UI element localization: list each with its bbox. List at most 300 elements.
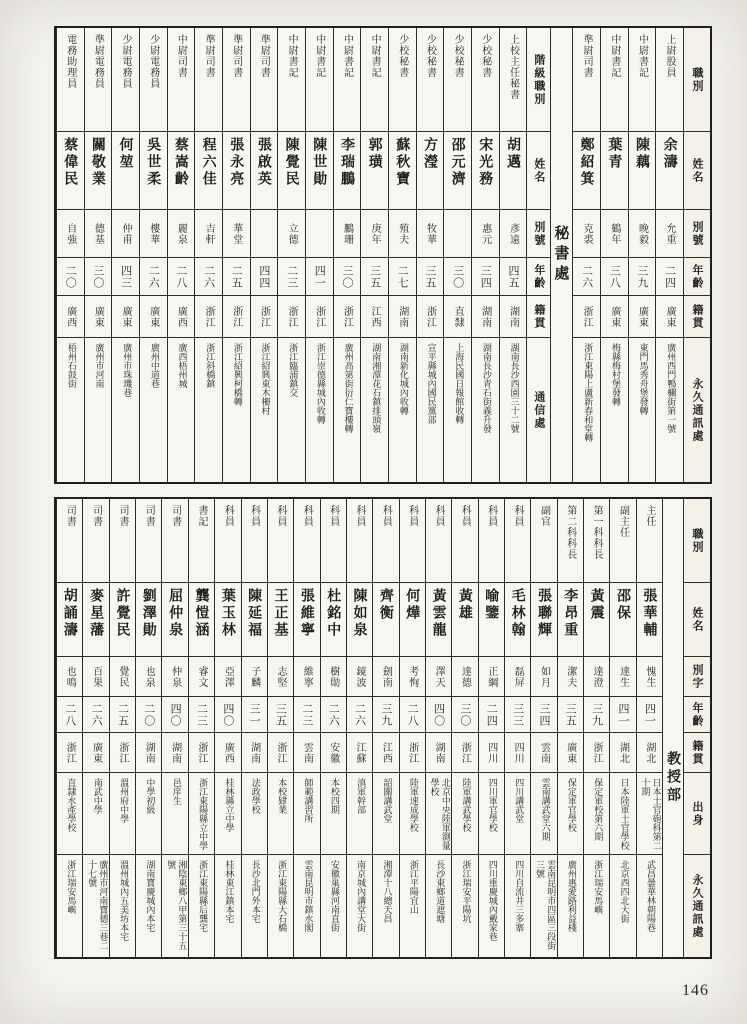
rank-cell	[215, 499, 240, 583]
age-cell	[57, 697, 82, 733]
name-cell	[251, 132, 278, 210]
name-cell	[85, 132, 112, 210]
background-cell	[505, 773, 530, 855]
person-column	[188, 499, 214, 957]
origin-text: 浙江	[64, 741, 76, 764]
alias-text: 惠元	[479, 222, 491, 245]
name-cell	[531, 583, 556, 657]
name-text: 何堃	[117, 137, 134, 171]
rank-text: 科員	[512, 505, 524, 527]
alias-text: 樹勛	[327, 665, 339, 688]
name-cell	[57, 583, 82, 657]
name-text: 屈仲泉	[167, 588, 184, 639]
rank-text: 少尉電務員	[147, 34, 159, 89]
rank-cell	[347, 499, 372, 583]
background-cell	[373, 773, 398, 855]
age-cell	[400, 697, 425, 733]
name-cell	[426, 583, 451, 657]
address-text: 安徽巢縣河南直街	[328, 860, 339, 932]
address-text: 湖南寶慶城內本宅	[144, 860, 155, 932]
address-cell	[195, 338, 222, 482]
rank-cell	[57, 499, 82, 583]
origin-cell	[110, 733, 135, 773]
rank-cell	[479, 499, 504, 583]
address-text: 浙江瑞安平陽坑	[460, 860, 471, 923]
address-cell	[321, 855, 346, 957]
section-header-age-label: 年齡	[532, 263, 546, 290]
address-text: 溫州城內五美坊本宅	[118, 860, 129, 941]
background-text: 南武中學	[91, 778, 102, 814]
address-cell	[610, 855, 635, 957]
alias-cell	[629, 210, 656, 258]
rank-text: 少校秘書	[452, 34, 464, 78]
alias-text: 鵬珊	[341, 222, 353, 245]
age-cell	[361, 258, 388, 296]
rank-cell	[389, 28, 416, 132]
section-title-text: 教授部	[665, 751, 681, 805]
address-cell	[389, 338, 416, 482]
name-cell	[57, 132, 84, 210]
origin-cell	[189, 733, 214, 773]
address-text: 湖南長沙青石街義升發	[480, 343, 491, 433]
age-text: 三〇	[91, 264, 105, 289]
alias-text: 達德	[459, 665, 471, 688]
origin-text: 江西	[380, 741, 392, 764]
alias-cell	[656, 210, 683, 258]
section-title-text: 秘書處	[552, 225, 571, 285]
page-content	[54, 26, 712, 959]
alias-cell	[112, 210, 139, 258]
origin-cell	[168, 296, 195, 338]
header-name-label: 姓名	[691, 606, 704, 633]
alias-text: 允重	[664, 222, 676, 245]
age-text: 四一	[643, 702, 657, 727]
alias-text: 自強	[64, 222, 76, 245]
person-column	[471, 28, 499, 482]
background-cell	[162, 773, 187, 855]
address-cell	[168, 338, 195, 482]
address-cell	[334, 338, 361, 482]
rank-cell	[268, 499, 293, 583]
address-cell	[472, 338, 499, 482]
name-text: 黃震	[588, 588, 605, 622]
rank-text: 中尉書記	[286, 34, 298, 78]
alias-text: 吉軒	[203, 222, 215, 245]
name-text: 陳藕	[633, 137, 650, 171]
origin-cell	[83, 733, 108, 773]
alias-cell	[162, 657, 187, 697]
age-cell	[573, 258, 600, 296]
name-cell	[162, 583, 187, 657]
name-cell	[112, 132, 139, 210]
origin-text: 廣東	[636, 305, 648, 328]
rank-text: 中尉書記	[341, 34, 353, 78]
person-column	[320, 499, 346, 957]
rank-cell	[531, 499, 556, 583]
rank-cell	[637, 499, 662, 583]
origin-cell	[629, 296, 656, 338]
header-alias	[684, 210, 710, 258]
address-cell	[268, 855, 293, 957]
address-text: 浙江瑞安馬嶼	[65, 860, 76, 914]
origin-text: 湖北	[617, 741, 629, 764]
address-text: 四川自流井三多寨	[513, 860, 524, 932]
rank-cell	[610, 499, 635, 583]
address-cell	[57, 855, 82, 957]
header-rank-label: 職別	[691, 527, 704, 554]
age-cell	[110, 697, 135, 733]
age-text: 三五	[564, 702, 578, 727]
age-cell	[417, 258, 444, 296]
origin-cell	[57, 296, 84, 338]
origin-text: 湖北	[643, 741, 655, 764]
origin-text: 湖南	[433, 741, 445, 764]
person-column	[443, 28, 471, 482]
alias-cell	[400, 657, 425, 697]
address-text: 廣州中道巷	[148, 343, 159, 388]
origin-text: 江蘇	[354, 741, 366, 764]
name-text: 余濤	[661, 137, 678, 171]
rank-text: 司書	[90, 505, 102, 527]
alias-cell	[136, 657, 161, 697]
origin-cell	[400, 733, 425, 773]
address-text: 湖南湘潭花石鎮排頭嶺	[370, 343, 381, 433]
origin-text: 湖南	[248, 741, 260, 764]
origin-text: 湖南	[169, 741, 181, 764]
rank-cell	[321, 499, 346, 583]
alias-text: 彥遠	[507, 222, 519, 245]
age-cell	[85, 258, 112, 296]
origin-text: 浙江	[258, 305, 270, 328]
background-text: 雲南講武堂六期	[539, 778, 550, 841]
age-text: 三九	[635, 264, 649, 289]
rank-cell	[334, 28, 361, 132]
age-text: 三一	[248, 702, 262, 727]
name-text: 劉澤勛	[140, 588, 157, 639]
age-cell	[168, 258, 195, 296]
name-text: 陳延福	[246, 588, 263, 639]
address-cell	[110, 855, 135, 957]
age-cell	[195, 258, 222, 296]
age-text: 二七	[396, 264, 410, 289]
name-cell	[136, 583, 161, 657]
rank-cell	[629, 28, 656, 132]
origin-cell	[162, 733, 187, 773]
address-cell	[656, 338, 683, 482]
address-text: 宣平縣城內國民黨部	[425, 343, 436, 424]
address-cell	[85, 338, 112, 482]
age-text: 四四	[257, 264, 271, 289]
rank-text: 準尉電務員	[92, 34, 104, 89]
alias-cell	[278, 210, 305, 258]
background-cell	[584, 773, 609, 855]
person-column	[399, 499, 425, 957]
background-cell	[294, 773, 319, 855]
origin-text: 廣東	[147, 305, 159, 328]
age-cell	[294, 697, 319, 733]
alias-cell	[57, 657, 82, 697]
age-cell	[278, 258, 305, 296]
origin-cell	[361, 296, 388, 338]
address-cell	[637, 855, 662, 957]
name-cell	[361, 132, 388, 210]
alias-text: 晚毅	[636, 222, 648, 245]
section-header-age	[527, 258, 550, 296]
rank-cell	[110, 499, 135, 583]
age-cell	[321, 697, 346, 733]
name-cell	[306, 132, 333, 210]
rank-text: 第二科科長	[564, 505, 576, 560]
rank-text: 副官	[538, 505, 550, 527]
background-text: 直隸水產學校	[65, 778, 76, 832]
alias-text: 鏡波	[354, 665, 366, 688]
address-cell	[242, 855, 267, 957]
age-cell	[479, 697, 504, 733]
rank-cell	[223, 28, 250, 132]
rank-cell	[83, 499, 108, 583]
origin-cell	[472, 296, 499, 338]
header-origin-label: 籍貫	[691, 303, 704, 330]
origin-cell	[85, 296, 112, 338]
address-cell	[361, 338, 388, 482]
alias-text: 達生	[617, 665, 629, 688]
person-column	[84, 28, 112, 482]
header-address	[684, 855, 710, 957]
name-text: 麥星藩	[88, 588, 105, 639]
alias-cell	[373, 657, 398, 697]
rank-cell	[656, 28, 683, 132]
age-text: 二六	[580, 264, 594, 289]
name-text: 胡誦濤	[61, 588, 78, 639]
age-cell	[334, 258, 361, 296]
alias-cell	[294, 657, 319, 697]
age-cell	[373, 697, 398, 733]
age-text: 四一	[313, 264, 327, 289]
origin-text: 雲南	[538, 741, 550, 764]
origin-cell	[223, 296, 250, 338]
age-text: 二八	[174, 264, 188, 289]
age-text: 三九	[590, 702, 604, 727]
alias-text: 亞澤	[222, 665, 234, 688]
alias-cell	[334, 210, 361, 258]
address-cell	[373, 855, 398, 957]
rank-cell	[306, 28, 333, 132]
origin-text: 廣東	[608, 305, 620, 328]
address-text: 東門馬秀舟堡發轉	[637, 343, 648, 415]
origin-cell	[140, 296, 167, 338]
rank-text: 科員	[380, 505, 392, 527]
age-cell	[656, 258, 683, 296]
header-origin-label: 籍貫	[691, 739, 704, 766]
address-cell	[444, 338, 471, 482]
rank-cell	[400, 499, 425, 583]
address-cell	[426, 855, 451, 957]
rank-text: 少尉電務員	[120, 34, 132, 89]
background-cell	[479, 773, 504, 855]
address-cell	[558, 855, 583, 957]
rank-cell	[500, 28, 527, 132]
rank-cell	[251, 28, 278, 132]
rank-cell	[452, 499, 477, 583]
person-column	[267, 499, 293, 957]
name-cell	[610, 583, 635, 657]
name-text: 齊衡	[377, 588, 394, 622]
origin-cell	[195, 296, 222, 338]
name-cell	[500, 132, 527, 210]
section-header-alias	[527, 210, 550, 258]
rank-text: 上校主任秘書	[507, 34, 519, 100]
alias-cell	[500, 210, 527, 258]
background-text: 陸軍講武學校	[460, 778, 471, 832]
name-cell	[242, 583, 267, 657]
background-text: 日本陸軍士官學校	[618, 778, 629, 850]
alias-text: 澤天	[433, 665, 445, 688]
alias-cell	[189, 657, 214, 697]
background-cell	[242, 773, 267, 855]
address-text: 雲南昆明市四區三段街三號	[533, 860, 556, 950]
origin-text: 四川	[485, 741, 497, 764]
origin-cell	[444, 296, 471, 338]
rank-cell	[168, 28, 195, 132]
age-text: 二三	[300, 702, 314, 727]
age-text: 三五	[423, 264, 437, 289]
origin-cell	[637, 733, 662, 773]
age-cell	[531, 697, 556, 733]
name-text: 李昂重	[562, 588, 579, 639]
rank-text: 中尉書記	[369, 34, 381, 78]
rank-text: 科員	[459, 505, 471, 527]
name-text: 程六佳	[200, 137, 217, 188]
age-cell	[505, 697, 530, 733]
address-text: 梅縣梅村堡發轉	[609, 343, 620, 406]
person-column	[499, 28, 527, 482]
rank-text: 中尉書記	[608, 34, 620, 78]
origin-cell	[306, 296, 333, 338]
alias-cell	[584, 657, 609, 697]
person-column	[530, 499, 556, 957]
alias-cell	[347, 657, 372, 697]
rank-cell	[426, 499, 451, 583]
rank-text: 上尉股員	[664, 34, 676, 78]
age-cell	[452, 697, 477, 733]
alias-cell	[268, 657, 293, 697]
name-cell	[278, 132, 305, 210]
age-cell	[306, 258, 333, 296]
age-cell	[136, 697, 161, 733]
alias-text: 志堅	[275, 665, 287, 688]
alias-cell	[223, 210, 250, 258]
rank-text: 科員	[406, 505, 418, 527]
name-cell	[629, 132, 656, 210]
rank-cell	[573, 28, 600, 132]
name-text: 毛林翰	[509, 588, 526, 639]
rank-text: 少校秘書	[396, 34, 408, 78]
address-cell	[347, 855, 372, 957]
person-column	[56, 28, 84, 482]
alias-cell	[110, 657, 135, 697]
alias-cell	[361, 210, 388, 258]
rank-cell	[242, 499, 267, 583]
person-column	[241, 499, 267, 957]
name-text: 張聯輝	[535, 588, 552, 639]
age-text: 三五	[368, 264, 382, 289]
alias-text: 劍南	[380, 665, 392, 688]
origin-text: 湖南	[507, 305, 519, 328]
person-column	[111, 28, 139, 482]
name-text: 葉玉林	[219, 588, 236, 639]
name-cell	[334, 132, 361, 210]
section-header-alias-label: 別號	[532, 220, 546, 247]
rank-cell	[140, 28, 167, 132]
origin-cell	[389, 296, 416, 338]
address-cell	[452, 855, 477, 957]
header-background-label: 出身	[691, 800, 704, 827]
name-text: 王正基	[272, 588, 289, 639]
age-cell	[426, 697, 451, 733]
name-cell	[601, 132, 628, 210]
name-text: 李瑞鵬	[338, 137, 355, 188]
origin-text: 浙江	[341, 305, 353, 328]
background-text: 四川軍官學校	[486, 778, 497, 832]
person-column	[600, 28, 628, 482]
name-cell	[444, 132, 471, 210]
address-text: 北京西四北大街	[618, 860, 629, 923]
rank-text: 科員	[433, 505, 445, 527]
age-text: 二三	[195, 702, 209, 727]
origin-text: 湖南	[396, 305, 408, 328]
address-cell	[500, 338, 527, 482]
origin-cell	[584, 733, 609, 773]
rank-text: 科員	[485, 505, 497, 527]
address-text: 浙江瑞安馬嶼	[592, 860, 603, 914]
address-text: 梧州石鼓街	[65, 343, 76, 388]
origin-cell	[136, 733, 161, 773]
alias-text: 殖夫	[396, 222, 408, 245]
age-text: 三〇	[340, 264, 354, 289]
name-text: 張華輔	[641, 588, 658, 639]
name-cell	[347, 583, 372, 657]
background-text: 邑庠生	[170, 778, 181, 805]
age-text: 二六	[147, 264, 161, 289]
background-cell	[531, 773, 556, 855]
alias-text: 考恂	[406, 665, 418, 688]
alias-text: 覺民	[116, 665, 128, 688]
origin-text: 四川	[512, 741, 524, 764]
person-column	[346, 499, 372, 957]
alias-text: 仲泉	[169, 665, 181, 688]
rank-text: 準尉司書	[581, 34, 593, 78]
age-cell	[223, 258, 250, 296]
origin-text: 浙江	[286, 305, 298, 328]
person-column	[628, 28, 656, 482]
background-cell	[136, 773, 161, 855]
name-cell	[373, 583, 398, 657]
rank-text: 少校秘書	[424, 34, 436, 78]
address-text: 浙江東陽縣后龔宅	[197, 860, 208, 932]
name-text: 邵保	[614, 588, 631, 622]
rank-text: 主任	[643, 505, 655, 527]
section-title-instruction-dept	[663, 499, 683, 957]
rank-text: 科員	[275, 505, 287, 527]
origin-text: 浙江	[424, 305, 436, 328]
alias-text: 維寧	[301, 665, 313, 688]
origin-text: 廣西	[175, 305, 187, 328]
rank-text: 中尉書記	[313, 34, 325, 78]
name-cell	[189, 583, 214, 657]
age-text: 二八	[63, 702, 77, 727]
person-column	[609, 499, 635, 957]
address-text: 上海民國日報館收轉	[453, 343, 464, 424]
